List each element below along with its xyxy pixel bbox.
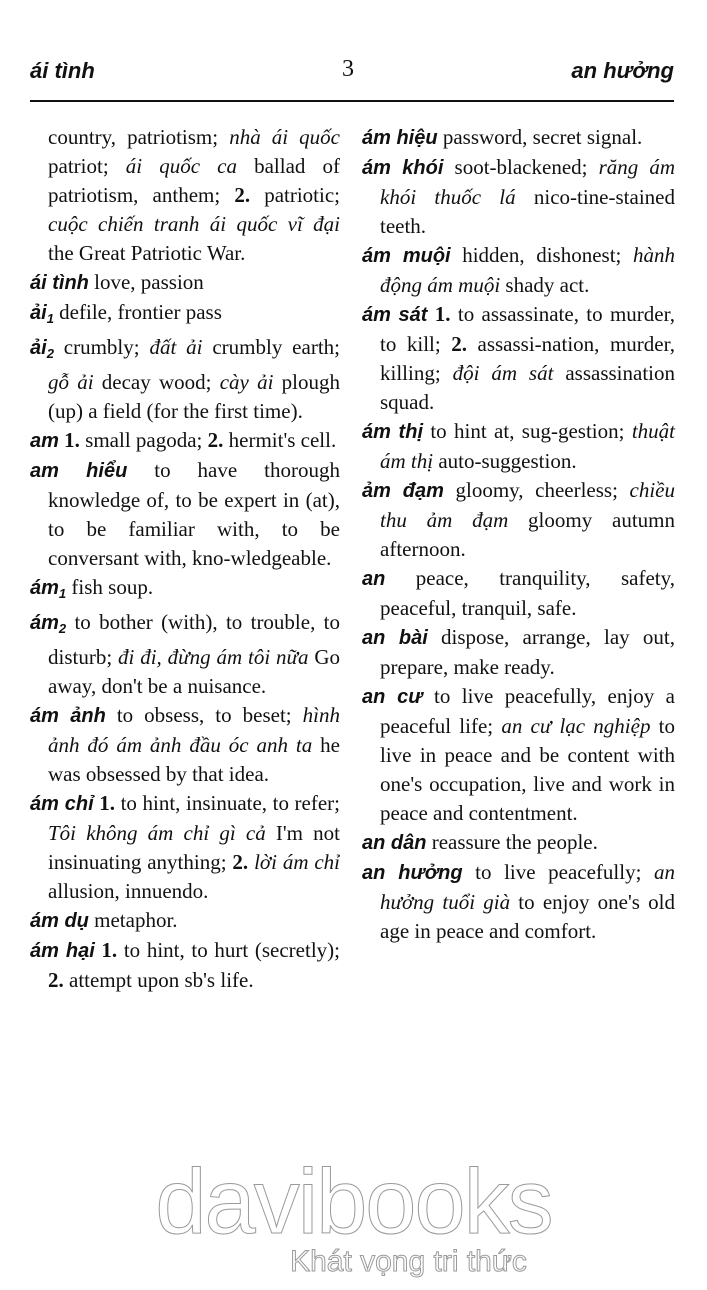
definition-text: I'm not insinuating anything;	[48, 821, 341, 874]
definition-text: to have thorough knowledge of, to be expert in (at), to be familiar with, to be conversant with, kno-wledgeable.	[48, 458, 340, 570]
definition-text: peace, tranquility, safety, peaceful, tranquil, safe.	[380, 566, 675, 620]
example-phrase: gỗ ải	[48, 370, 94, 394]
guide-word-right: an hưởng	[571, 58, 674, 83]
definition-text: hidden, dishonest;	[450, 243, 633, 267]
definition-text: gloomy, cheerless;	[443, 478, 630, 502]
definition-text: the Great Patriotic War.	[48, 241, 246, 265]
definition-text: he was obsessed by that idea.	[48, 733, 340, 786]
headword: ảm đạm	[362, 480, 444, 502]
definition-text: shady act.	[500, 273, 590, 297]
headword: ám chỉ	[30, 793, 94, 815]
definition-text: attempt upon sb's life.	[63, 968, 254, 992]
definition-text: to live in peace and be content with one's occupation, live and work in peace and contentment.	[380, 714, 675, 825]
homonym-index: 1	[58, 586, 67, 601]
dictionary-entry	[362, 476, 675, 564]
example-phrase: Tôi không ám chỉ gì cả	[48, 821, 266, 845]
sense-number: 2.	[232, 850, 249, 874]
headword: an hưởng	[362, 862, 463, 884]
definition-text: allusion, innuendo.	[48, 879, 209, 903]
example-phrase: chiều thu ảm đạm	[380, 478, 675, 532]
example-phrase: an hưởng tuổi già	[380, 860, 675, 914]
definition-text: reassure the people.	[426, 830, 598, 854]
example-phrase: ái quốc ca	[125, 154, 237, 178]
example-phrase: đi đi, đừng ám tôi nữa	[118, 645, 309, 669]
definition-text: to bother (with), to trouble, to disturb;	[48, 610, 340, 669]
definition-text: country, patriotism;	[48, 125, 230, 149]
definition-text: decay wood;	[93, 370, 220, 394]
definition-text: Go away, don't be a nuisance.	[48, 645, 340, 698]
headword: ám khói	[362, 157, 444, 179]
headword: ám	[30, 577, 59, 599]
dictionary-entry	[30, 573, 340, 608]
example-phrase: đội ám sát	[452, 361, 554, 385]
headword: an cư	[362, 686, 423, 708]
dictionary-entry	[30, 426, 340, 456]
headword: ám ảnh	[30, 705, 106, 727]
sense-number: 1.	[434, 302, 451, 326]
definition-text: to assassinate, to murder, to kill;	[380, 302, 675, 356]
dictionary-entry	[362, 153, 675, 241]
example-phrase: răng ám khói thuốc lá	[380, 155, 675, 209]
definition-text: crumbly;	[53, 335, 150, 359]
example-phrase: lời ám chỉ	[254, 850, 341, 874]
definition-text: plough (up) a field (for the first time).	[48, 370, 340, 423]
sense-number: 2.	[234, 183, 251, 207]
homonym-index: 2	[58, 621, 67, 636]
guide-word-left: ái tình	[30, 58, 95, 83]
definition-text: patriotic;	[250, 183, 340, 207]
dictionary-entry	[362, 828, 675, 858]
definition-text	[427, 302, 434, 326]
headword: ám thị	[362, 421, 423, 443]
definition-text: nico-tine-stained teeth.	[380, 185, 675, 238]
watermark-tagline: Khát vọng tri thức	[290, 1245, 527, 1278]
left-column	[30, 123, 340, 995]
headword: an bài	[362, 627, 428, 649]
definition-text: patriot;	[48, 154, 126, 178]
example-phrase: hình ảnh đó ám ảnh đầu óc anh ta	[48, 703, 340, 757]
example-phrase: an cư lạc nghiệp	[501, 714, 651, 738]
dictionary-entry	[362, 623, 675, 682]
definition-text: password, secret signal.	[437, 125, 643, 149]
headword: ám dụ	[30, 910, 89, 932]
definition-text: assassi-nation, murder, killing;	[380, 332, 675, 385]
dictionary-entry	[30, 268, 340, 298]
definition-text: small pagoda;	[79, 428, 208, 452]
definition-text: to hint, insinuate, to refer;	[115, 791, 340, 815]
dictionary-entry	[30, 701, 340, 789]
headword: an dân	[362, 832, 427, 854]
definition-text: auto-suggestion.	[433, 449, 577, 473]
homonym-index: 2	[46, 346, 54, 361]
example-phrase: đất ải	[149, 335, 203, 359]
dictionary-entry	[30, 608, 340, 701]
example-phrase: thuật ám thị	[380, 419, 675, 473]
headword: an	[362, 568, 386, 590]
definition-text: to obsess, to beset;	[105, 703, 303, 727]
sense-number: 1.	[101, 938, 118, 962]
definition-text: to hint at, sug-gestion;	[423, 419, 632, 443]
watermark-logo: davibooks	[155, 1151, 552, 1253]
dictionary-entry	[30, 456, 340, 573]
definition-text: fish soup.	[66, 575, 154, 599]
dictionary-entry	[30, 123, 340, 268]
definition-text: soot-blackened;	[443, 155, 599, 179]
definition-text: metaphor.	[88, 908, 178, 932]
definition-text: assassination squad.	[380, 361, 675, 414]
dictionary-entry	[30, 906, 340, 936]
definition-text: love, passion	[88, 270, 204, 294]
example-phrase: hành động ám muội	[380, 243, 675, 297]
header-rule	[30, 100, 674, 102]
dictionary-entry	[362, 417, 675, 476]
headword: ám hiệu	[362, 127, 438, 149]
dictionary-entry	[362, 858, 675, 946]
definition-text: to live peacefully, enjoy a peaceful life;	[380, 684, 675, 738]
headword: ám muội	[362, 245, 451, 267]
dictionary-entry	[362, 682, 675, 828]
definition-text: to hint, to hurt (secretly);	[117, 938, 340, 962]
definition-text: to live peacefully;	[462, 860, 654, 884]
example-phrase: cuộc chiến tranh ái quốc vĩ đại	[48, 212, 340, 236]
example-phrase: cày ải	[219, 370, 274, 394]
dictionary-entry	[362, 564, 675, 623]
right-column	[362, 123, 675, 946]
headword: ải	[30, 302, 47, 324]
homonym-index: 1	[46, 311, 54, 326]
headword: am	[30, 430, 59, 452]
example-phrase: nhà ái quốc	[229, 125, 340, 149]
definition-text: hermit's cell.	[223, 428, 337, 452]
dictionary-entry	[362, 300, 675, 417]
headword: am hiểu	[30, 460, 128, 482]
sense-number: 2.	[48, 968, 64, 992]
definition-text: to enjoy one's old age in peace and comfort.	[380, 890, 675, 943]
definition-text: ballad of patriotism, anthem;	[48, 154, 340, 207]
dictionary-entry	[362, 123, 675, 153]
definition-text: gloomy autumn afternoon.	[380, 508, 675, 561]
sense-number: 1.	[64, 428, 80, 452]
sense-number: 1.	[99, 791, 116, 815]
headword: ám sát	[362, 304, 428, 326]
sense-number: 2.	[207, 428, 224, 452]
headword: ám hại	[30, 940, 95, 962]
page-number: 3	[342, 56, 354, 82]
headword: ải	[30, 337, 47, 359]
dictionary-entry	[30, 298, 340, 333]
sense-number: 2.	[451, 332, 467, 356]
definition-text: crumbly earth;	[202, 335, 340, 359]
definition-text: defile, frontier pass	[53, 300, 222, 324]
headword: ám	[30, 612, 59, 634]
dictionary-entry	[30, 936, 340, 995]
definition-text: dispose, arrange, lay out, prepare, make ready.	[380, 625, 675, 679]
headword: ái tình	[30, 272, 89, 294]
dictionary-entry	[362, 241, 675, 300]
dictionary-entry	[30, 333, 340, 426]
dictionary-entry	[30, 789, 340, 906]
